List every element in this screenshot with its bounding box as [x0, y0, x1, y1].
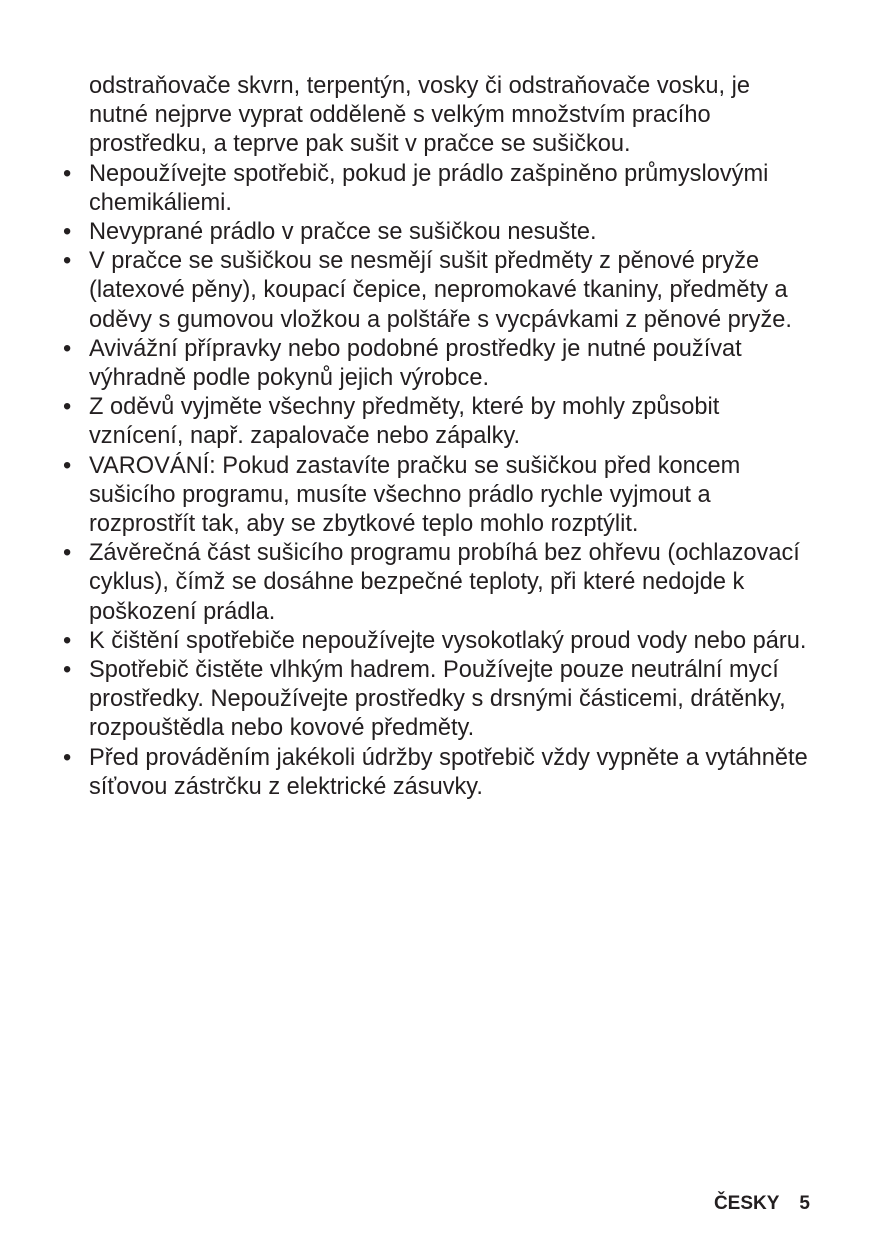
- bullet-item: [0, 656, 809, 744]
- bullet-item: [0, 335, 809, 393]
- bullet-icon: •: [63, 335, 72, 362]
- safety-bullet-list: [0, 160, 874, 802]
- bullet-icon: •: [63, 248, 72, 275]
- bullet-text: Spotřebič čistěte vlhkým hadrem. Používejte pouze neutrální mycí prostředky. Nepoužívejte prostředky s drsnými částicemi, drátěnky, rozpouštědla nebo kovové předměty.: [89, 657, 786, 742]
- bullet-text: Nepoužívejte spotřebič, pokud je prádlo zašpiněno průmyslovými chemikáliemi.: [89, 160, 769, 216]
- bullet-icon: •: [63, 627, 72, 654]
- bullet-icon: •: [63, 657, 72, 684]
- bullet-text: Závěrečná část sušicího programu probíhá bez ohřevu (ochlazovací cyklus), čímž se dosáhne bezpečné teploty, při které nedojde k poškození prádla.: [89, 540, 800, 625]
- bullet-item: [0, 393, 809, 451]
- bullet-text: Před prováděním jakékoli údržby spotřebič vždy vypněte a vytáhněte síťovou zástrčku z elektrické zásuvky.: [89, 744, 808, 800]
- bullet-icon: •: [63, 744, 72, 771]
- bullet-text: Nevyprané prádlo v pračce se sušičkou nesušte.: [89, 219, 597, 246]
- bullet-icon: •: [63, 394, 72, 421]
- bullet-item: [0, 744, 809, 802]
- bullet-text: V pračce se sušičkou se nesmějí sušit předměty z pěnové pryže (latexové pěny), koupací čepice, nepromokavé tkaniny, předměty a oděvy s gumovou vložkou a polštáře s vycpávkami z pěnové pryže.: [89, 248, 792, 333]
- bullet-text: VAROVÁNÍ: Pokud zastavíte pračku se sušičkou před koncem sušicího programu, musíte všechno prádlo rychle vyjmout a rozprostřít tak, aby se zbytkové teplo mohlo rozptýlit.: [89, 452, 741, 538]
- footer-language-label: ČESKY: [713, 1193, 780, 1214]
- bullet-item: [0, 627, 809, 656]
- page-number: 5: [799, 1193, 810, 1214]
- bullet-text: Z oděvů vyjměte všechny předměty, které by mohly způsobit vznícení, např. zapalovače nebo zápalky.: [89, 394, 720, 450]
- bullet-item: [0, 452, 809, 540]
- intro-paragraph: odstraňovače skvrn, terpentýn, vosky či odstraňovače vosku, je nutné nejprve vyprat odděleně s velkým množstvím pracího prostředku, a teprve pak sušit v pračce se sušičkou.: [89, 73, 750, 158]
- bullet-text: Avivážní přípravky nebo podobné prostředky je nutné používat výhradně podle pokynů jejich výrobce.: [89, 335, 742, 392]
- bullet-icon: •: [63, 160, 72, 187]
- bullet-item: [0, 539, 809, 627]
- bullet-item: [0, 160, 809, 218]
- bullet-item: [0, 218, 809, 247]
- page-content: [0, 72, 874, 802]
- bullet-text: K čištění spotřebiče nepoužívejte vysokotlaký proud vody nebo páru.: [89, 627, 807, 654]
- bullet-icon: •: [63, 452, 72, 479]
- page-footer: [714, 1192, 810, 1216]
- bullet-item: [0, 247, 809, 335]
- bullet-icon: •: [63, 540, 72, 567]
- bullet-icon: •: [63, 219, 72, 246]
